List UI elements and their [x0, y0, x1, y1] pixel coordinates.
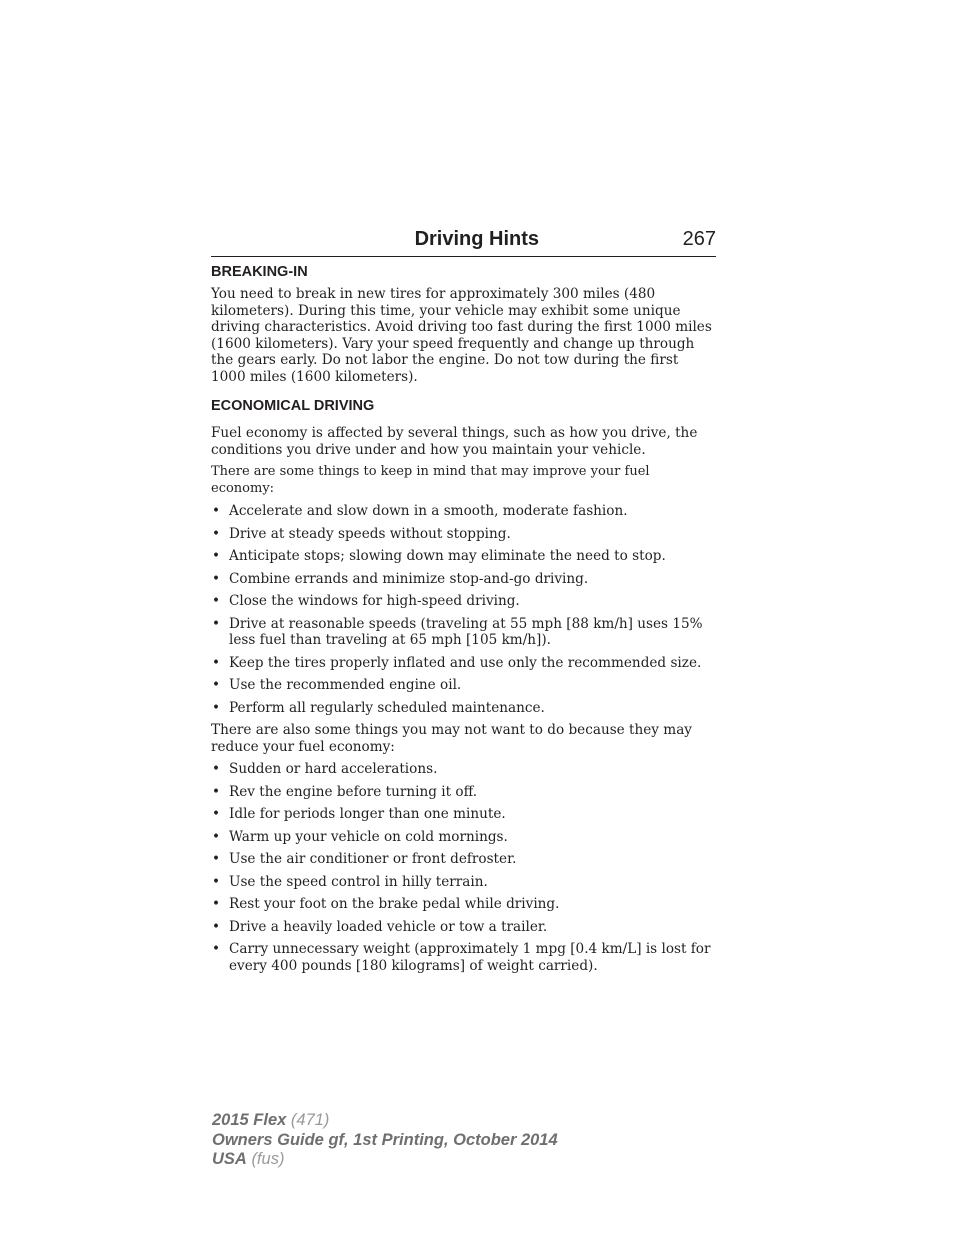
list-item: • Drive at steady speeds without stopping.	[212, 525, 511, 542]
bullet-icon: •	[212, 593, 221, 609]
bullet-icon: •	[212, 918, 221, 935]
list-item: • Accelerate and slow down in a smooth, moderate fashion.	[212, 503, 628, 519]
footer-model-code: (471)	[290, 1111, 330, 1129]
bullet-icon: •	[212, 699, 221, 716]
list-item: • Anticipate stops; slowing down may eliminate the need to stop.	[212, 548, 666, 564]
bullet-icon: •	[212, 525, 221, 542]
list-item: • Rev the engine before turning it off.	[212, 783, 478, 800]
page-header	[211, 228, 716, 257]
footer-region-code: (fus)	[251, 1150, 285, 1168]
list-item: • Carry unnecessary weight (approximately 1 mpg [0.4 km/L] is lost for every 400 pounds [180 kilograms] of weight carried).	[212, 941, 711, 974]
list-item: • Warm up your vehicle on cold mornings.	[212, 828, 508, 845]
bullet-icon: •	[212, 503, 221, 519]
improve-intro-paragraph: There are some things to keep in mind that may improve your fuel economy:	[211, 464, 650, 496]
bullet-icon: •	[212, 548, 221, 564]
bullet-icon: •	[212, 896, 221, 912]
chapter-title: Driving Hints	[414, 228, 540, 250]
economical-intro-paragraph: Fuel economy is affected by several things, such as how you drive, the conditions you drive under and how you maintain your vehicle.	[211, 425, 698, 458]
list-item: • Combine errands and minimize stop-and-go driving.	[212, 570, 589, 587]
list-item: • Rest your foot on the brake pedal while driving.	[212, 896, 560, 912]
list-item: • Use the recommended engine oil.	[212, 677, 462, 693]
list-item: • Idle for periods longer than one minute.	[212, 806, 506, 822]
footer-region: USA	[212, 1150, 247, 1168]
page-body	[211, 228, 716, 980]
list-item: • Perform all regularly scheduled maintenance.	[212, 699, 545, 716]
reduce-intro-paragraph: There are also some things you may not want to do because they may reduce your fuel economy:	[211, 722, 692, 755]
page-footer	[212, 1111, 558, 1170]
list-item: • Close the windows for high-speed driving.	[212, 593, 520, 609]
reduce-list	[211, 761, 716, 974]
breaking-in-heading: BREAKING-IN	[211, 264, 308, 280]
bullet-icon: •	[212, 677, 221, 693]
footer-guide: Owners Guide gf, 1st Printing, October 2014	[212, 1130, 558, 1149]
list-item: • Use the air conditioner or front defroster.	[212, 851, 517, 867]
bullet-icon: •	[212, 761, 221, 777]
list-item: • Sudden or hard accelerations.	[212, 761, 438, 777]
list-item: • Use the speed control in hilly terrain.	[212, 873, 488, 890]
footer-model-line	[212, 1111, 558, 1131]
economical-driving-heading: ECONOMICAL DRIVING	[211, 398, 375, 414]
bullet-icon: •	[212, 828, 221, 845]
bullet-icon: •	[212, 806, 221, 822]
improve-list	[211, 503, 716, 716]
footer-region-line	[212, 1150, 558, 1170]
footer-model: 2015 Flex	[212, 1111, 287, 1129]
bullet-icon: •	[212, 941, 221, 957]
bullet-icon: •	[212, 615, 221, 632]
bullet-icon: •	[212, 654, 221, 671]
bullet-icon: •	[212, 851, 221, 867]
footer-guide-line	[212, 1131, 558, 1151]
page-number: 267	[682, 228, 716, 250]
breaking-in-paragraph: You need to break in new tires for approximately 300 miles (480 kilometers). During this time, your vehicle may exhibit some unique driving characteristics. Avoid driving too fast during the first 1000 miles (1600 kilometers). Vary your speed frequently and change up through the gears early. Do not labor the engine. Do not tow during the first 1000 miles (1600 kilometers).	[211, 286, 712, 385]
bullet-icon: •	[212, 783, 221, 800]
list-item: • Drive at reasonable speeds (traveling at 55 mph [88 km/h] uses 15% less fuel than traveling at 65 mph [105 km/h]).	[212, 615, 703, 648]
list-item: • Keep the tires properly inflated and use only the recommended size.	[212, 654, 702, 671]
bullet-icon: •	[212, 570, 221, 587]
list-item: • Drive a heavily loaded vehicle or tow a trailer.	[212, 918, 548, 935]
bullet-icon: •	[212, 873, 221, 890]
